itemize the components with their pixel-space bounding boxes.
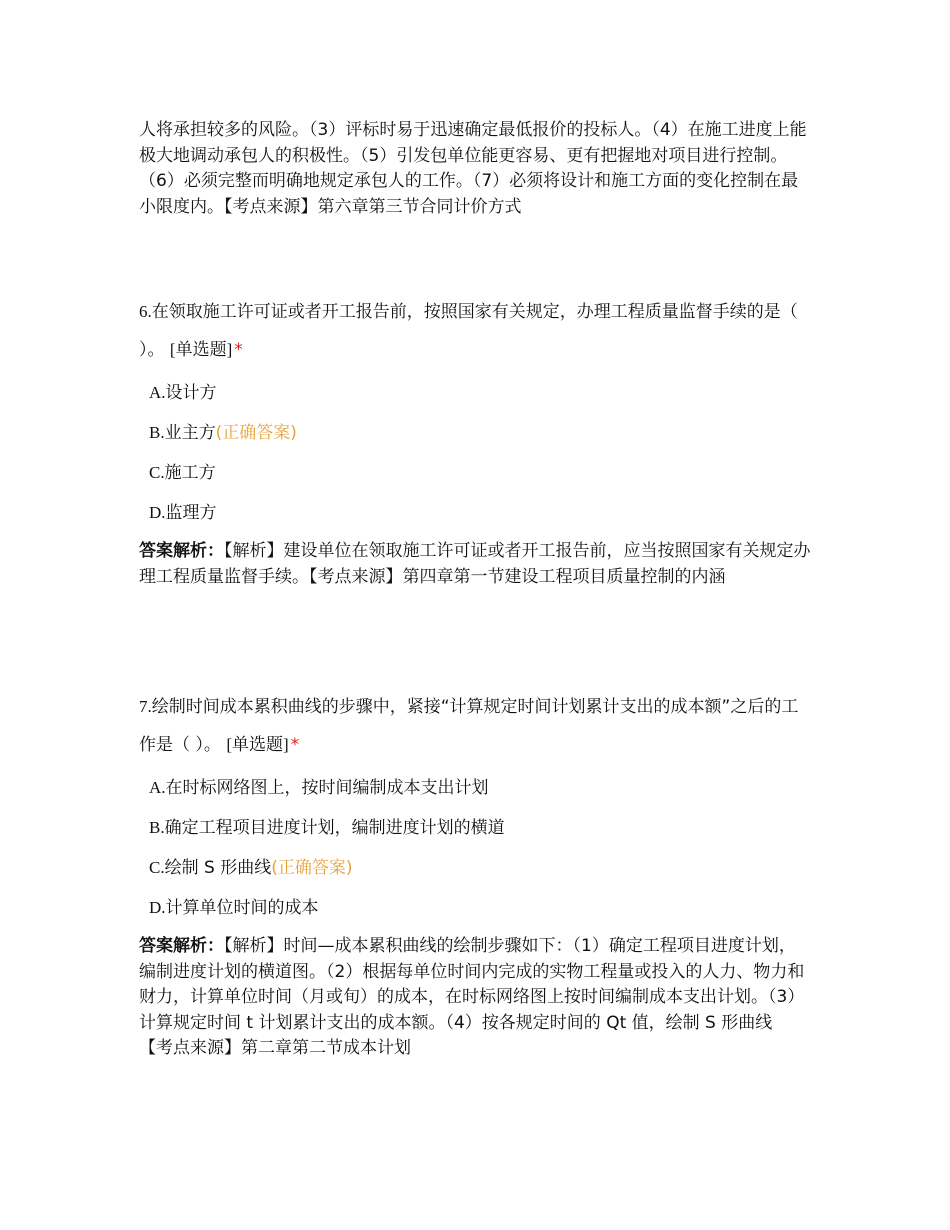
option-letter: C.: [149, 463, 165, 482]
option-letter: A.: [149, 778, 166, 797]
correct-answer-note: (正确答案): [215, 423, 297, 443]
option-text: 监理方: [165, 503, 217, 523]
correct-answer-note: (正确答案): [271, 858, 353, 878]
option-a: [149, 768, 811, 808]
question-7: [139, 688, 811, 1062]
question-text: 在领取施工许可证或者开工报告前，按照国家有关规定，办理工程质量监督手续的是（ ）。: [139, 302, 798, 360]
option-d: [149, 493, 811, 533]
option-d: [149, 888, 811, 928]
option-b: [149, 808, 811, 848]
question-type: [单选题]: [226, 735, 289, 754]
option-text: 业主方: [164, 423, 216, 443]
option-c: [149, 848, 811, 888]
required-mark: *: [290, 735, 300, 755]
option-list: [149, 373, 811, 533]
answer-analysis: [139, 539, 811, 590]
intro-paragraph: 人将承担较多的风险。（3）评标时易于迅速确定最低报价的投标人。（4）在施工进度上能极大地调动承包人的积极性。（5）引发包单位能更容易、更有把握地对项目进行控制。（6）必须完整而明确地规定承包人的工作。（7）必须将设计和施工方面的变化控制在最小限度内。【考点来源】第六章第三节合同计价方式: [139, 120, 807, 217]
analysis-text: 【解析】时间—成本累积曲线的绘制步骤如下：（1）确定工程项目进度计划，编制进度计划的横道图。（2）根据每单位时间内完成的实物工程量或投入的人力、物力和财力，计算单位时间（月或旬）的成本，在时标网络图上按时间编制成本支出计划。（3）计算规定时间 t 计划累计支出的成本额。（4）按各规定时间的 Qt 值，绘制 S 形曲线 【考点来源】第二章第二节成本计划: [139, 936, 805, 1058]
option-b: [149, 413, 811, 453]
option-text: 绘制 S 形曲线: [164, 858, 272, 878]
question-text: 绘制时间成本累积曲线的步骤中，紧接“计算规定时间计划累计支出的成本额”之后的工作是（ ）。: [139, 697, 799, 755]
option-text: 在时标网络图上，按时间编制成本支出计划: [165, 778, 489, 798]
option-letter: A.: [149, 383, 166, 402]
question-stem: [139, 688, 811, 764]
question-stem: [139, 293, 811, 369]
option-letter: B.: [149, 423, 165, 442]
option-letter: D.: [149, 503, 166, 522]
option-letter: B.: [149, 818, 165, 837]
analysis-label: 答案解析：: [139, 541, 224, 561]
question-number: 7.: [139, 697, 152, 716]
option-list: [149, 768, 811, 928]
analysis-label: 答案解析：: [139, 936, 224, 956]
analysis-text: 【解析】建设单位在领取施工许可证或者开工报告前，应当按照国家有关规定办理工程质量监督手续。【考点来源】第四章第一节建设工程项目质量控制的内涵: [139, 541, 811, 587]
option-letter: D.: [149, 898, 166, 917]
option-text: 施工方: [164, 463, 216, 483]
option-text: 确定工程项目进度计划，编制进度计划的横道: [164, 818, 505, 838]
option-a: [149, 373, 811, 413]
answer-analysis: [139, 934, 811, 1062]
question-6: [139, 293, 811, 590]
question-type: [单选题]: [169, 340, 233, 359]
required-mark: *: [234, 340, 243, 360]
question-number: 6.: [139, 302, 152, 321]
option-c: [149, 453, 811, 493]
option-letter: C.: [149, 858, 165, 877]
option-text: 计算单位时间的成本: [165, 898, 319, 918]
option-text: 设计方: [165, 383, 217, 403]
